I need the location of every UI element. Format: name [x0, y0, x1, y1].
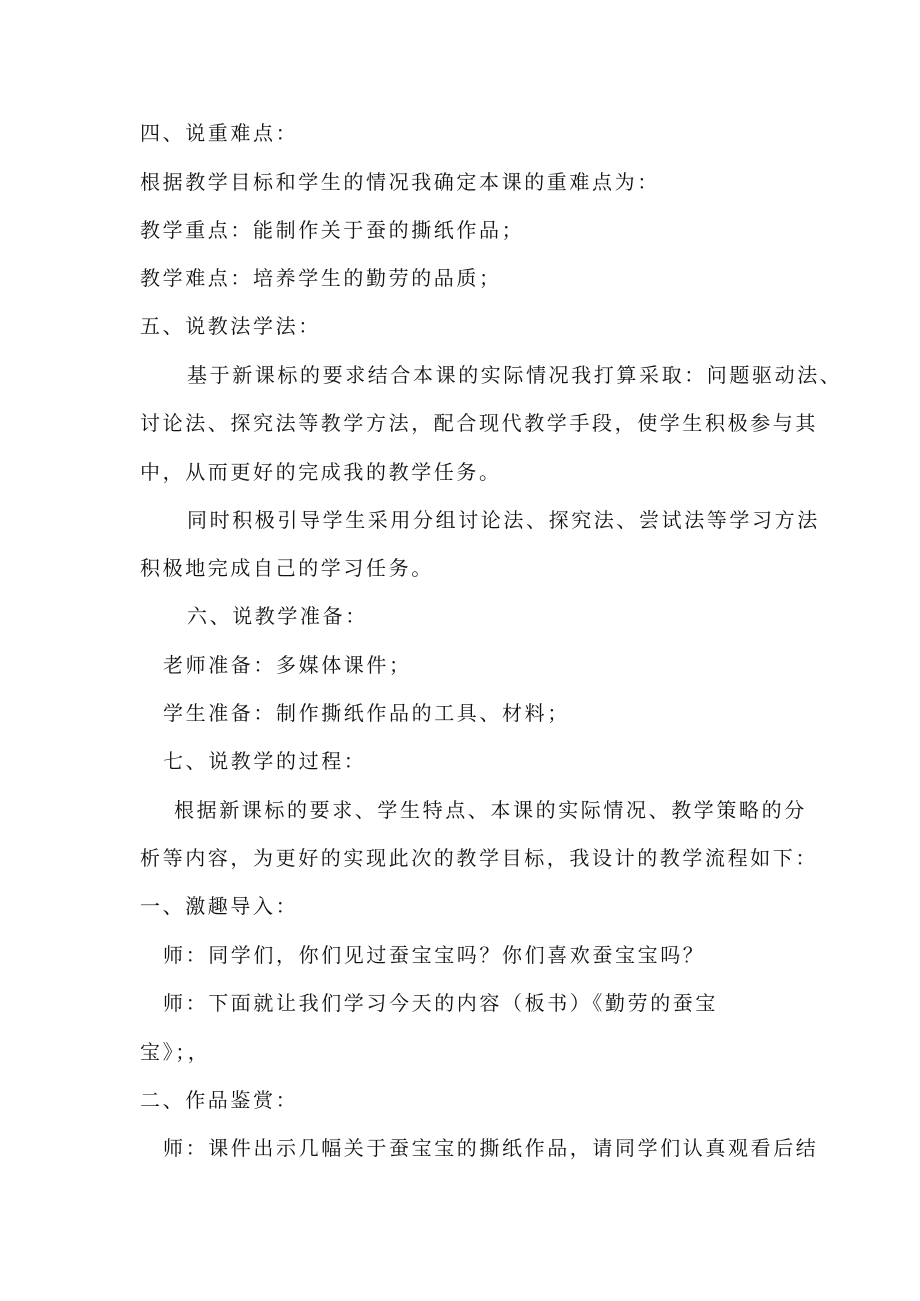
paragraph-line: 老师准备：多媒体课件； — [163, 653, 412, 677]
paragraph-line: 析等内容，为更好的实现此次的教学目标，我设计的教学流程如下： — [140, 846, 818, 870]
heading-intro: 一、激趣导入： — [140, 894, 299, 918]
paragraph-line: 基于新课标的要求结合本课的实际情况我打算采取：问题驱动法、 — [187, 363, 843, 387]
heading-teaching-methods: 五、说教法学法： — [140, 314, 321, 338]
paragraph-line: 师：同学们，你们见过蚕宝宝吗？你们喜欢蚕宝宝吗？ — [163, 943, 706, 967]
paragraph-line: 师：课件出示几幅关于蚕宝宝的撕纸作品，请同学们认真观看后结 — [163, 1136, 819, 1160]
paragraph-line: 同时积极引导学生采用分组讨论法、探究法、尝试法等学习方法 — [187, 508, 820, 532]
paragraph-line: 积极地完成自己的学习任务。 — [140, 556, 434, 580]
paragraph-line: 学生准备：制作撕纸作品的工具、材料； — [163, 701, 570, 725]
heading-work-appreciation: 二、作品鉴赏： — [140, 1088, 299, 1112]
paragraph-line: 根据新课标的要求、学生特点、本课的实际情况、教学策略的分 — [174, 798, 807, 822]
paragraph-line: 讨论法、探究法等教学方法，配合现代教学手段，使学生积极参与其 — [140, 411, 818, 435]
paragraph-line: 根据教学目标和学生的情况我确定本课的重难点为： — [140, 170, 660, 194]
heading-key-difficulties: 四、说重难点： — [140, 121, 299, 145]
paragraph-line: 宝》；， — [140, 1040, 211, 1064]
heading-teaching-preparation: 六、说教学准备： — [187, 604, 368, 628]
paragraph-line: 教学难点：培养学生的勤劳的品质； — [140, 266, 502, 290]
heading-teaching-process: 七、说教学的过程： — [163, 749, 367, 773]
paragraph-line: 教学重点：能制作关于蚕的撕纸作品； — [140, 218, 525, 242]
paragraph-line: 师：下面就让我们学习今天的内容（板书）《勤劳的蚕宝 — [163, 991, 718, 1015]
paragraph-line: 中，从而更好的完成我的教学任务。 — [140, 460, 502, 484]
